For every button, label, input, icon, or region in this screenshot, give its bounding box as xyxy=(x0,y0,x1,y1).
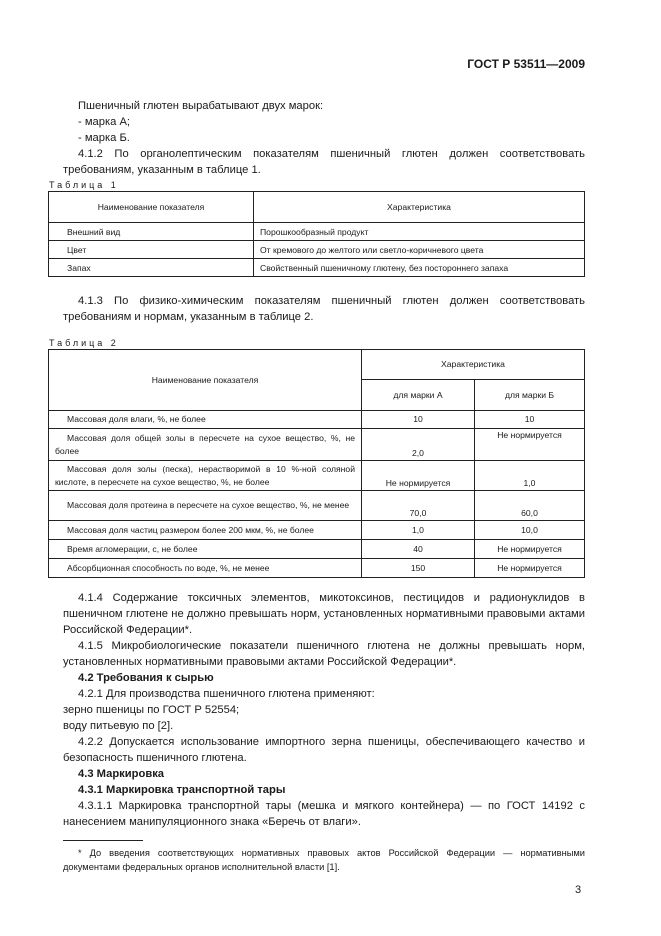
table2-cell: 1,0 xyxy=(475,461,585,491)
paragraph-4-3-1-1: 4.3.1.1 Маркировка транспортной тары (мешка и мягкого контейнера) — по ГОСТ 14192 с нанесением манипуляционного знака «Беречь от влаги». xyxy=(63,800,585,828)
table2-cell: Абсорбционная способность по воде, %, не менее xyxy=(49,559,362,578)
table1-header-name: Наименование показателя xyxy=(49,192,254,223)
table2-cell: 60,0 xyxy=(475,491,585,521)
table2-cell: 2,0 xyxy=(362,429,475,461)
table1-cell: Запах xyxy=(49,259,254,277)
table2-header-name: Наименование показателя xyxy=(49,350,362,411)
paragraph-4-2-1: 4.2.1 Для производства пшеничного глютена применяют: xyxy=(78,688,375,700)
table-row xyxy=(49,241,585,259)
table-row xyxy=(49,429,585,461)
table2-cell: Массовая доля частиц размером более 200 мкм, %, не более xyxy=(49,521,362,540)
table1-cell: Свойственный пшеничному глютену, без постороннего запаха xyxy=(254,259,585,277)
table-row xyxy=(49,461,585,491)
table-row xyxy=(49,540,585,559)
footnote-divider xyxy=(63,840,143,841)
table1-header-char: Характеристика xyxy=(254,192,585,223)
table1-caption: Таблица 1 xyxy=(49,180,119,190)
table2-cell: Массовая доля влаги, %, не более xyxy=(49,411,362,429)
intro-line: Пшеничный глютен вырабатывают двух марок: xyxy=(78,100,324,112)
paragraph-4-1-3: 4.1.3 По физико-химическим показателям пшеничный глютен должен соответствовать требованиям и нормам, указанным в таблице 2. xyxy=(63,295,585,323)
table1-cell: Цвет xyxy=(49,241,254,259)
table-row xyxy=(49,559,585,578)
document-number: ГОСТ Р 53511—2009 xyxy=(467,57,585,71)
table2-header-char: Характеристика xyxy=(362,350,585,380)
paragraph-4-1-4: 4.1.4 Содержание токсичных элементов, микотоксинов, пестицидов и радионуклидов в пшеничном глютене не должно превышать норм, установленных нормативными правовыми актами Российской Федерации*. xyxy=(63,592,585,636)
table1-cell: От кремового до желтого или светло-коричневого цвета xyxy=(254,241,585,259)
table2-cell: Время агломерации, с, не более xyxy=(49,540,362,559)
list-item-water: воду питьевую по [2]. xyxy=(63,720,174,732)
page-number: 3 xyxy=(575,884,582,896)
table2-cell: 40 xyxy=(362,540,475,559)
table2-header-grade-b: для марки Б xyxy=(475,380,585,411)
table2-cell: 150 xyxy=(362,559,475,578)
table-row xyxy=(49,223,585,241)
table2-cell: Не нормируется xyxy=(475,559,585,578)
table-row xyxy=(49,411,585,429)
table2-cell: Массовая доля общей золы в пересчете на сухое вещество, %, не более xyxy=(49,429,362,461)
table2-caption: Таблица 2 xyxy=(49,338,119,348)
table-1 xyxy=(48,191,585,277)
table2-cell: Не нормируется xyxy=(362,461,475,491)
table-row xyxy=(49,521,585,540)
list-item-grade-b: - марка Б. xyxy=(78,132,130,144)
list-item-grade-a: - марка А; xyxy=(78,116,131,128)
table2-header-grade-a: для марки А xyxy=(362,380,475,411)
table2-cell: Не нормируется xyxy=(475,540,585,559)
table2-cell: Массовая доля протеина в пересчете на сухое вещество, %, не менее xyxy=(49,491,362,521)
table2-cell: 1,0 xyxy=(362,521,475,540)
table2-cell: Массовая доля золы (песка), нерастворимой в 10 %-ной соляной кислоте, в пересчете на сухое вещество, %, не более xyxy=(49,461,362,491)
table2-cell: 10 xyxy=(475,411,585,429)
list-item-wheat: зерно пшеницы по ГОСТ Р 52554; xyxy=(63,704,240,716)
section-4-3-title: 4.3 Маркировка xyxy=(78,768,165,780)
paragraph-4-1-5: 4.1.5 Микробиологические показатели пшеничного глютена не должны превышать норм, установленных нормативными правовыми актами Российской Федерации*. xyxy=(63,640,585,668)
footnote: * До введения соответствующих нормативных правовых актов Российской Федерации — нормативными документами федеральных органов исполнительной власти [1]. xyxy=(63,848,585,872)
table2-cell: 10,0 xyxy=(475,521,585,540)
paragraph-4-2-2: 4.2.2 Допускается использование импортного зерна пшеницы, обеспечивающего качество и безопасность пшеничного глютена. xyxy=(63,736,585,764)
table-row xyxy=(49,259,585,277)
table1-cell: Внешний вид xyxy=(49,223,254,241)
section-4-2-title: 4.2 Требования к сырью xyxy=(78,672,214,684)
paragraph-4-1-2: 4.1.2 По органолептическим показателям пшеничный глютен должен соответствовать требованиям, указанным в таблице 1. xyxy=(63,148,585,176)
table-row xyxy=(49,491,585,521)
table2-cell: Не нормируется xyxy=(475,429,585,461)
table-2 xyxy=(48,349,585,578)
table1-cell: Порошкообразный продукт xyxy=(254,223,585,241)
subsection-4-3-1-title: 4.3.1 Маркировка транспортной тары xyxy=(78,784,286,796)
table2-cell: 70,0 xyxy=(362,491,475,521)
table2-cell: 10 xyxy=(362,411,475,429)
